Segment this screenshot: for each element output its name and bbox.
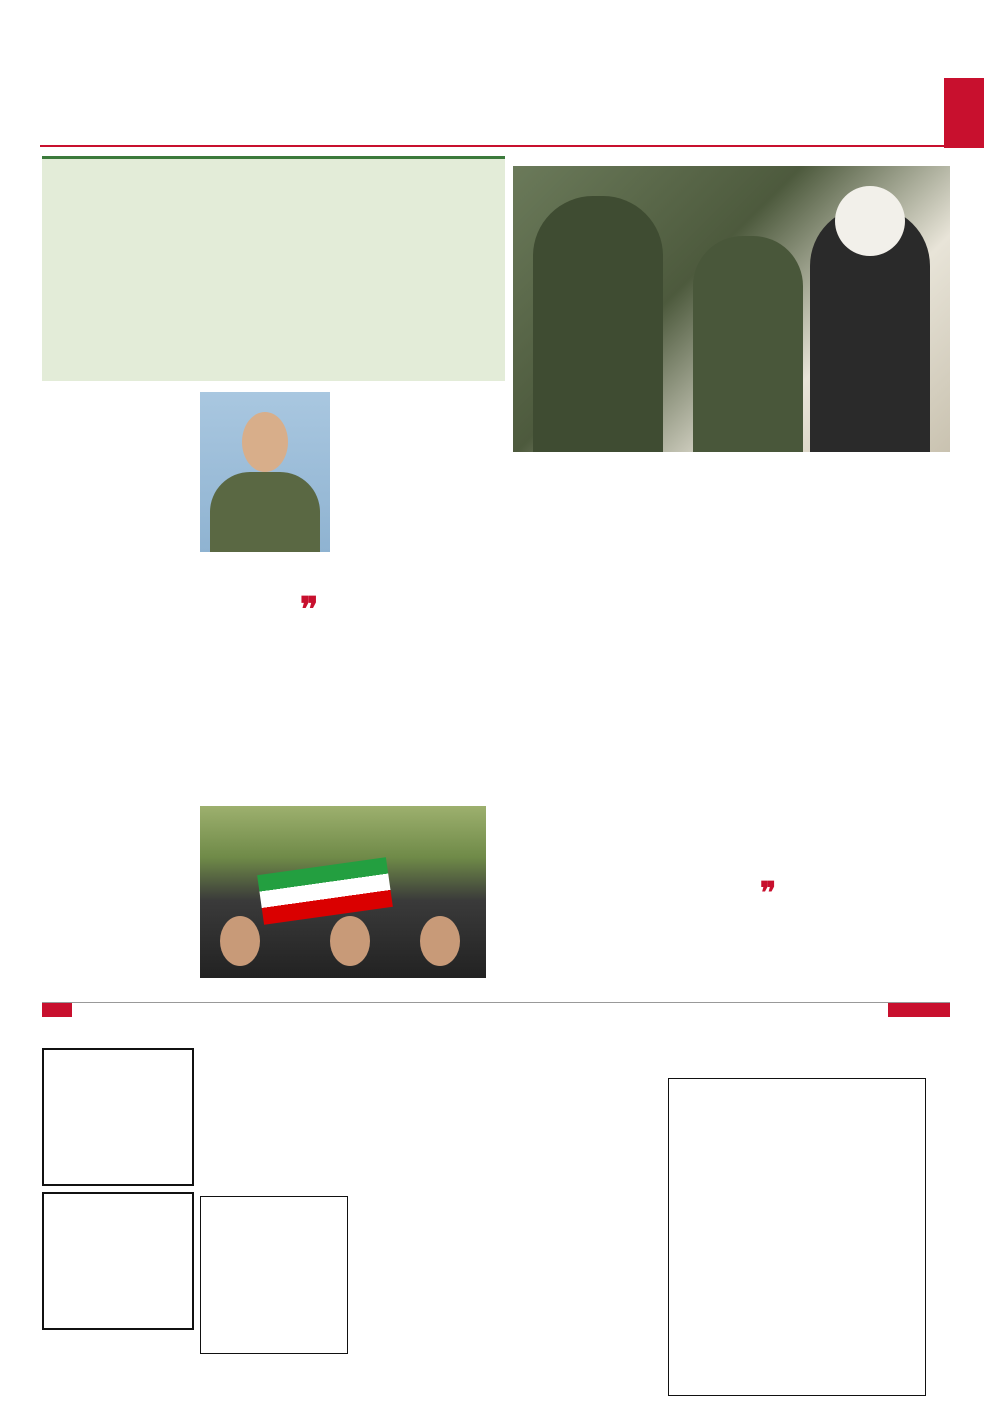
- photo-credit: [952, 166, 988, 452]
- main-photo: [513, 166, 950, 452]
- photo-figure-head: [835, 186, 905, 256]
- quote-mark-icon: ❞: [300, 590, 319, 630]
- sidebar-col-1: [353, 207, 497, 377]
- portrait-body: [210, 472, 320, 552]
- portrait-head: [242, 412, 288, 472]
- crowd-face: [330, 916, 370, 966]
- crowd-face: [220, 916, 260, 966]
- article-col-4-lower: [198, 708, 498, 800]
- sudoku-answer-grid: [42, 1192, 194, 1330]
- crossword-row-numbers: [928, 1078, 948, 1396]
- article-col-3: [506, 684, 648, 996]
- crowd-credit: [490, 806, 502, 978]
- photo-figure-left: [533, 196, 663, 452]
- puzzle-tab-accent: [42, 1003, 72, 1017]
- sudoku-grid[interactable]: [42, 1048, 194, 1186]
- clues-across: [350, 1142, 660, 1230]
- header-divider: [40, 145, 952, 147]
- crowd-face: [420, 916, 460, 966]
- funeral-photo: [200, 806, 486, 978]
- newspaper-logo: [944, 78, 984, 148]
- crossword-grid[interactable]: [668, 1078, 926, 1396]
- portrait-photo: [200, 392, 330, 552]
- photo-figure-center: [693, 236, 803, 452]
- quote-mark-icon: ❞: [760, 876, 777, 911]
- puzzle-bar: [42, 1002, 950, 1016]
- flag-shape: [257, 857, 393, 925]
- clues-down: [350, 1256, 660, 1352]
- article-col-2b: [656, 912, 792, 996]
- article-col-2: [656, 684, 792, 854]
- answer-grid: [200, 1196, 348, 1354]
- sidebar-box: [42, 156, 505, 381]
- puzzle-tab: [888, 1003, 950, 1017]
- sidebar-columns: [50, 207, 497, 377]
- portrait-credit: [334, 392, 346, 552]
- sidebar-col-3: [50, 207, 194, 377]
- page-header: [0, 0, 992, 150]
- sidebar-col-2: [202, 207, 346, 377]
- article-col-5: [42, 392, 192, 996]
- article-col-1: [800, 684, 950, 996]
- crossword-column-numbers: [668, 1062, 926, 1076]
